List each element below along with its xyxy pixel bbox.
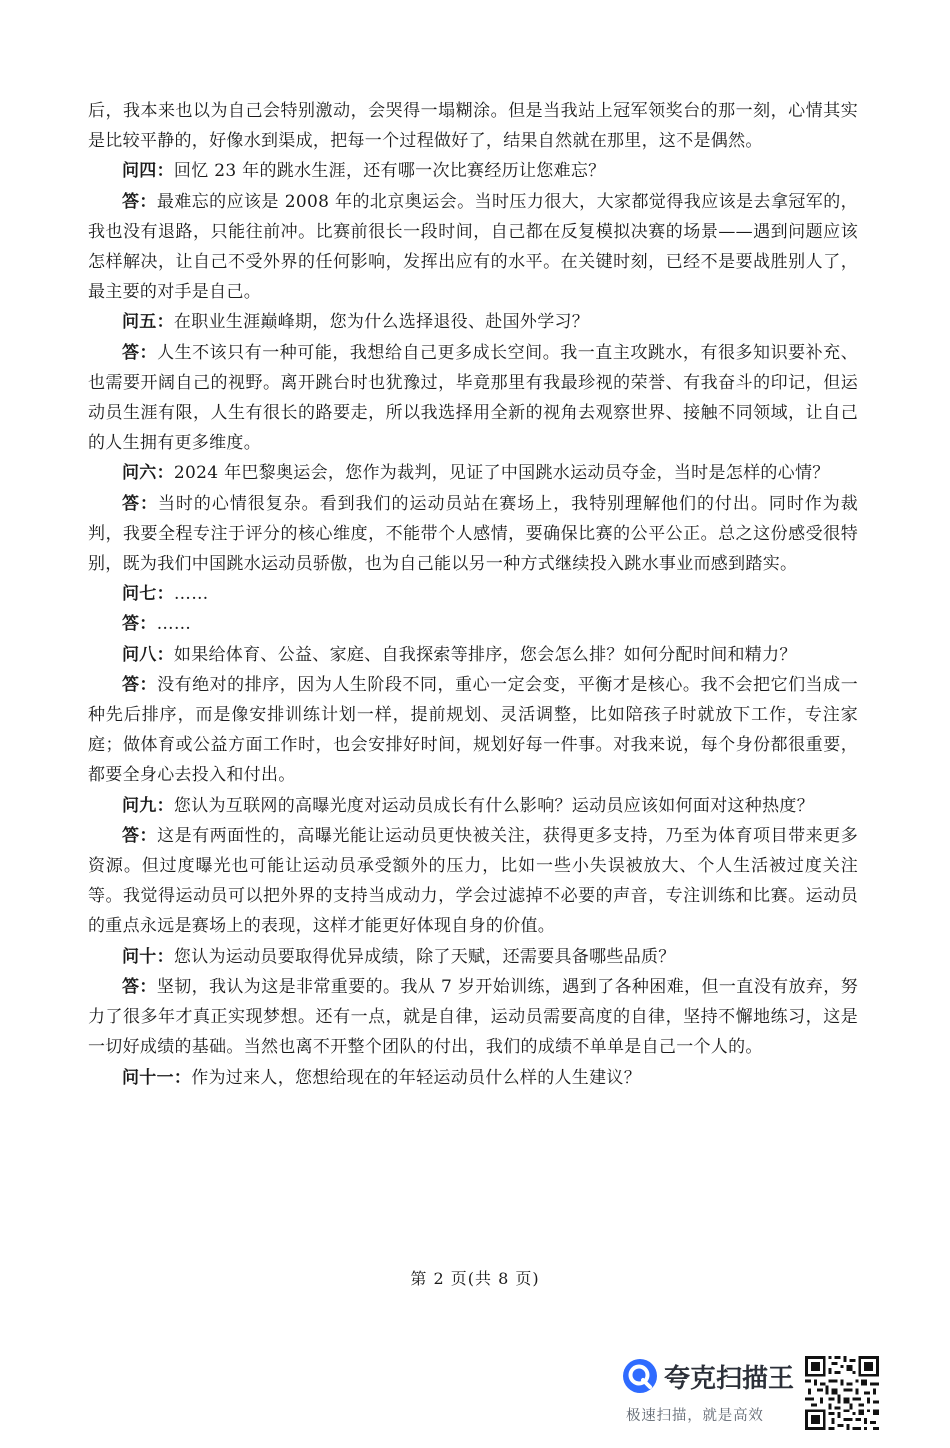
page-number: 第 2 页(共 8 页) bbox=[410, 1269, 540, 1288]
answer-text: 最难忘的应该是 2008 年的北京奥运会。当时压力很大，大家都觉得我应该是去拿冠军的，我也没有退路，只能往前冲。比赛前很长一段时间，自己都在反复模拟决赛的场景——遇到问题应该怎样解决，让自己不受外界的任何影响，发挥出应有的水平。在关键时刻，已经不是要战胜别人了，最主要的对手是自己。 bbox=[88, 191, 858, 303]
answer-label: 答： bbox=[122, 342, 158, 363]
question-5 bbox=[88, 307, 858, 337]
answer-text: 这是有两面性的，高曝光能让运动员更快被关注，获得更多支持，乃至为体育项目带来更多资源。但过度曝光也可能让运动员承受额外的压力，比如一些小失误被放大、个人生活被过度关注等。我觉得运动员可以把外界的支持当成动力，学会过滤掉不必要的声音，专注训练和比赛。运动员的重点永远是赛场上的表现，这样才能更好体现自身的价值。 bbox=[88, 825, 858, 937]
question-6 bbox=[88, 458, 858, 488]
question-label: 问四： bbox=[122, 161, 174, 182]
answer-text: 人生不该只有一种可能，我想给自己更多成长空间。我一直主攻跳水，有很多知识要补充、也需要开阔自己的视野。离开跳台时也犹豫过，毕竟那里有我最珍视的荣誉、有我奋斗的印记，但运动员生涯有限，人生有很长的路要走，所以我选择用全新的视角去观察世界、接触不同领域，让自己的人生拥有更多维度。 bbox=[88, 342, 858, 454]
answer-label: 答： bbox=[122, 976, 157, 997]
answer-text: 当时的心情很复杂。看到我们的运动员站在赛场上，我特别理解他们的付出。同时作为裁判，我要全程专注于评分的核心维度，不能带个人感情，要确保比赛的公平公正。总之这份感受很特别，既为我们中国跳水运动员骄傲，也为自己能以另一种方式继续投入跳水事业而感到踏实。 bbox=[88, 493, 858, 575]
answer-8 bbox=[88, 670, 858, 791]
answer-text: 坚韧，我认为这是非常重要的。我从 7 岁开始训练，遇到了各种困难，但一直没有放弃，努力了很多年才真正实现梦想。还有一点，就是自律，运动员需要高度的自律，坚持不懈地练习，这是一切好成绩的基础。当然也离不开整个团队的付出，我们的成绩不单单是自己一个人的。 bbox=[88, 976, 858, 1058]
question-label: 问九： bbox=[122, 795, 174, 816]
answer-label: 答： bbox=[122, 614, 157, 635]
question-4 bbox=[88, 156, 858, 186]
answer-label: 答： bbox=[122, 825, 158, 846]
question-text: 作为过来人，您想给现在的年轻运动员什么样的人生建议？ bbox=[191, 1067, 642, 1088]
answer-5 bbox=[88, 338, 858, 459]
question-text: 您认为运动员要取得优异成绩，除了天赋，还需要具备哪些品质？ bbox=[173, 946, 676, 967]
paragraph-text: 后，我本来也以为自己会特别激动，会哭得一塌糊涂。但是当我站上冠军领奖台的那一刻，心情其实是比较平静的，好像水到渠成，把每一个过程做好了，结果自然就在那里，这不是偶然。 bbox=[88, 101, 858, 152]
question-label: 问五： bbox=[122, 312, 174, 333]
answer-10 bbox=[88, 972, 858, 1063]
answer-9 bbox=[88, 821, 858, 942]
question-text: 如果给体育、公益、家庭、自我探索等排序，您会怎么排？如何分配时间和精力？ bbox=[173, 644, 797, 665]
document-body bbox=[88, 96, 858, 1093]
answer-text: 没有绝对的排序，因为人生阶段不同，重心一定会变，平衡才是核心。我不会把它们当成一种先后排序，而是像安排训练计划一样，提前规划、灵活调整，比如陪孩子时就放下工作，专注家庭；做体育或公益方面工作时，也会安排好时间，规划好每一件事。对我来说，每个身份都很重要，都要全身心去投入和付出。 bbox=[88, 674, 858, 786]
question-label: 问八： bbox=[122, 644, 174, 665]
answer-label: 答： bbox=[122, 191, 157, 212]
question-9 bbox=[88, 791, 858, 821]
question-7 bbox=[88, 579, 858, 609]
quark-logo-icon bbox=[622, 1358, 658, 1394]
answer-4 bbox=[88, 187, 858, 308]
answer-text: …… bbox=[156, 614, 192, 635]
question-10 bbox=[88, 942, 858, 972]
question-8 bbox=[88, 640, 858, 670]
scanner-watermark bbox=[622, 1354, 797, 1434]
paragraph-continuation bbox=[88, 96, 858, 156]
question-text: 您认为互联网的高曝光度对运动员成长有什么影响？运动员应该如何面对这种热度？ bbox=[173, 795, 815, 816]
qr-code-icon bbox=[805, 1356, 879, 1430]
question-text: 回忆 23 年的跳水生涯，还有哪一次比赛经历让您难忘？ bbox=[173, 161, 606, 182]
question-text: 在职业生涯巅峰期，您为什么选择退役、赴国外学习？ bbox=[173, 312, 590, 333]
question-label: 问七： bbox=[122, 584, 174, 605]
question-11 bbox=[88, 1063, 858, 1093]
question-label: 问十一： bbox=[122, 1067, 192, 1088]
answer-6 bbox=[88, 489, 858, 580]
answer-label: 答： bbox=[122, 493, 158, 514]
brand-name: 夸克扫描王 bbox=[664, 1364, 795, 1394]
question-text: …… bbox=[173, 584, 209, 605]
answer-7 bbox=[88, 609, 858, 639]
question-label: 问六： bbox=[122, 463, 174, 484]
question-text: 2024 年巴黎奥运会，您作为裁判，见证了中国跳水运动员夺金，当时是怎样的心情？ bbox=[173, 463, 830, 484]
answer-label: 答： bbox=[122, 674, 158, 695]
brand-slogan: 极速扫描，就是高效 bbox=[626, 1408, 764, 1424]
question-label: 问十： bbox=[122, 946, 174, 967]
